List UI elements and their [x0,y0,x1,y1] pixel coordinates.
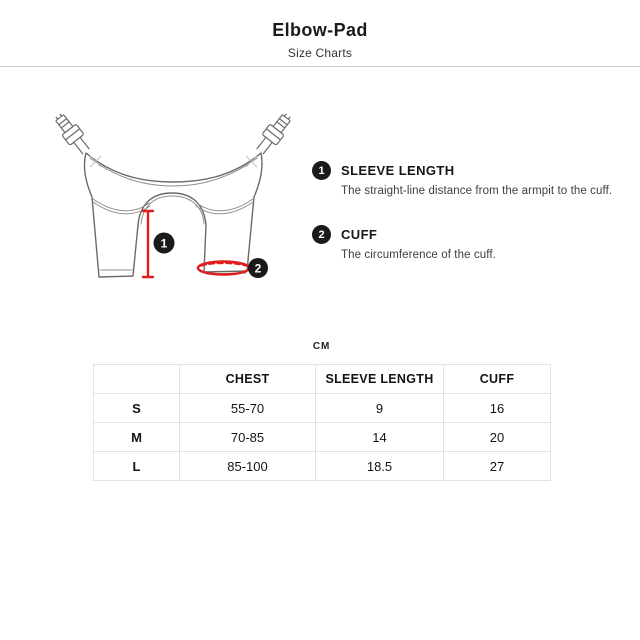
legend-number-badge-2: 2 [312,225,331,244]
legend-description-sleeve-length: The straight-line distance from the armpit to the cuff. [341,185,613,197]
measurement-legend [312,161,632,261]
table-row-l [94,452,551,481]
chest-value-m: 70-85 [180,423,316,452]
size-label-l: L [94,452,180,481]
sleeve-length-value-s: 9 [316,394,444,423]
cuff-value-l: 27 [444,452,551,481]
page-subtitle: Size Charts [287,46,353,60]
header-chest: CHEST [180,365,316,394]
table-row-s [94,394,551,423]
sleeve-length-value-m: 14 [316,423,444,452]
corner-stitch-marks [90,156,257,167]
legend-item-sleeve-length [312,161,632,197]
elbow-pad-diagram [38,95,313,300]
legend-label-cuff: CUFF [341,227,378,242]
table-header-row [94,365,551,394]
cuff-value-m: 20 [444,423,551,452]
header-size [94,365,180,394]
chest-value-l: 85-100 [180,452,316,481]
left-strap-buckle [51,110,94,157]
header-sleeve-length: SLEEVE LENGTH [316,365,444,394]
marker-1-number: 1 [160,236,168,251]
cuff-value-s: 16 [444,394,551,423]
legend-item-cuff [312,225,632,261]
size-chart-table [93,364,551,481]
sleeve-length-measure-line [143,211,153,277]
chest-value-s: 55-70 [180,394,316,423]
legend-number-badge-1: 1 [312,161,331,180]
legend-description-cuff: The circumference of the cuff. [341,249,496,261]
sleeve-length-value-l: 18.5 [316,452,444,481]
header-cuff: CUFF [444,365,551,394]
legend-label-sleeve-length: SLEEVE LENGTH [341,163,455,178]
size-label-s: S [94,394,180,423]
right-strap-buckle [253,110,296,157]
page-title: Elbow-Pad [272,20,368,40]
table-row-m [94,423,551,452]
unit-label: CM [312,341,331,352]
marker-2-number: 2 [254,261,262,276]
size-label-m: M [94,423,180,452]
header-divider [0,66,640,67]
